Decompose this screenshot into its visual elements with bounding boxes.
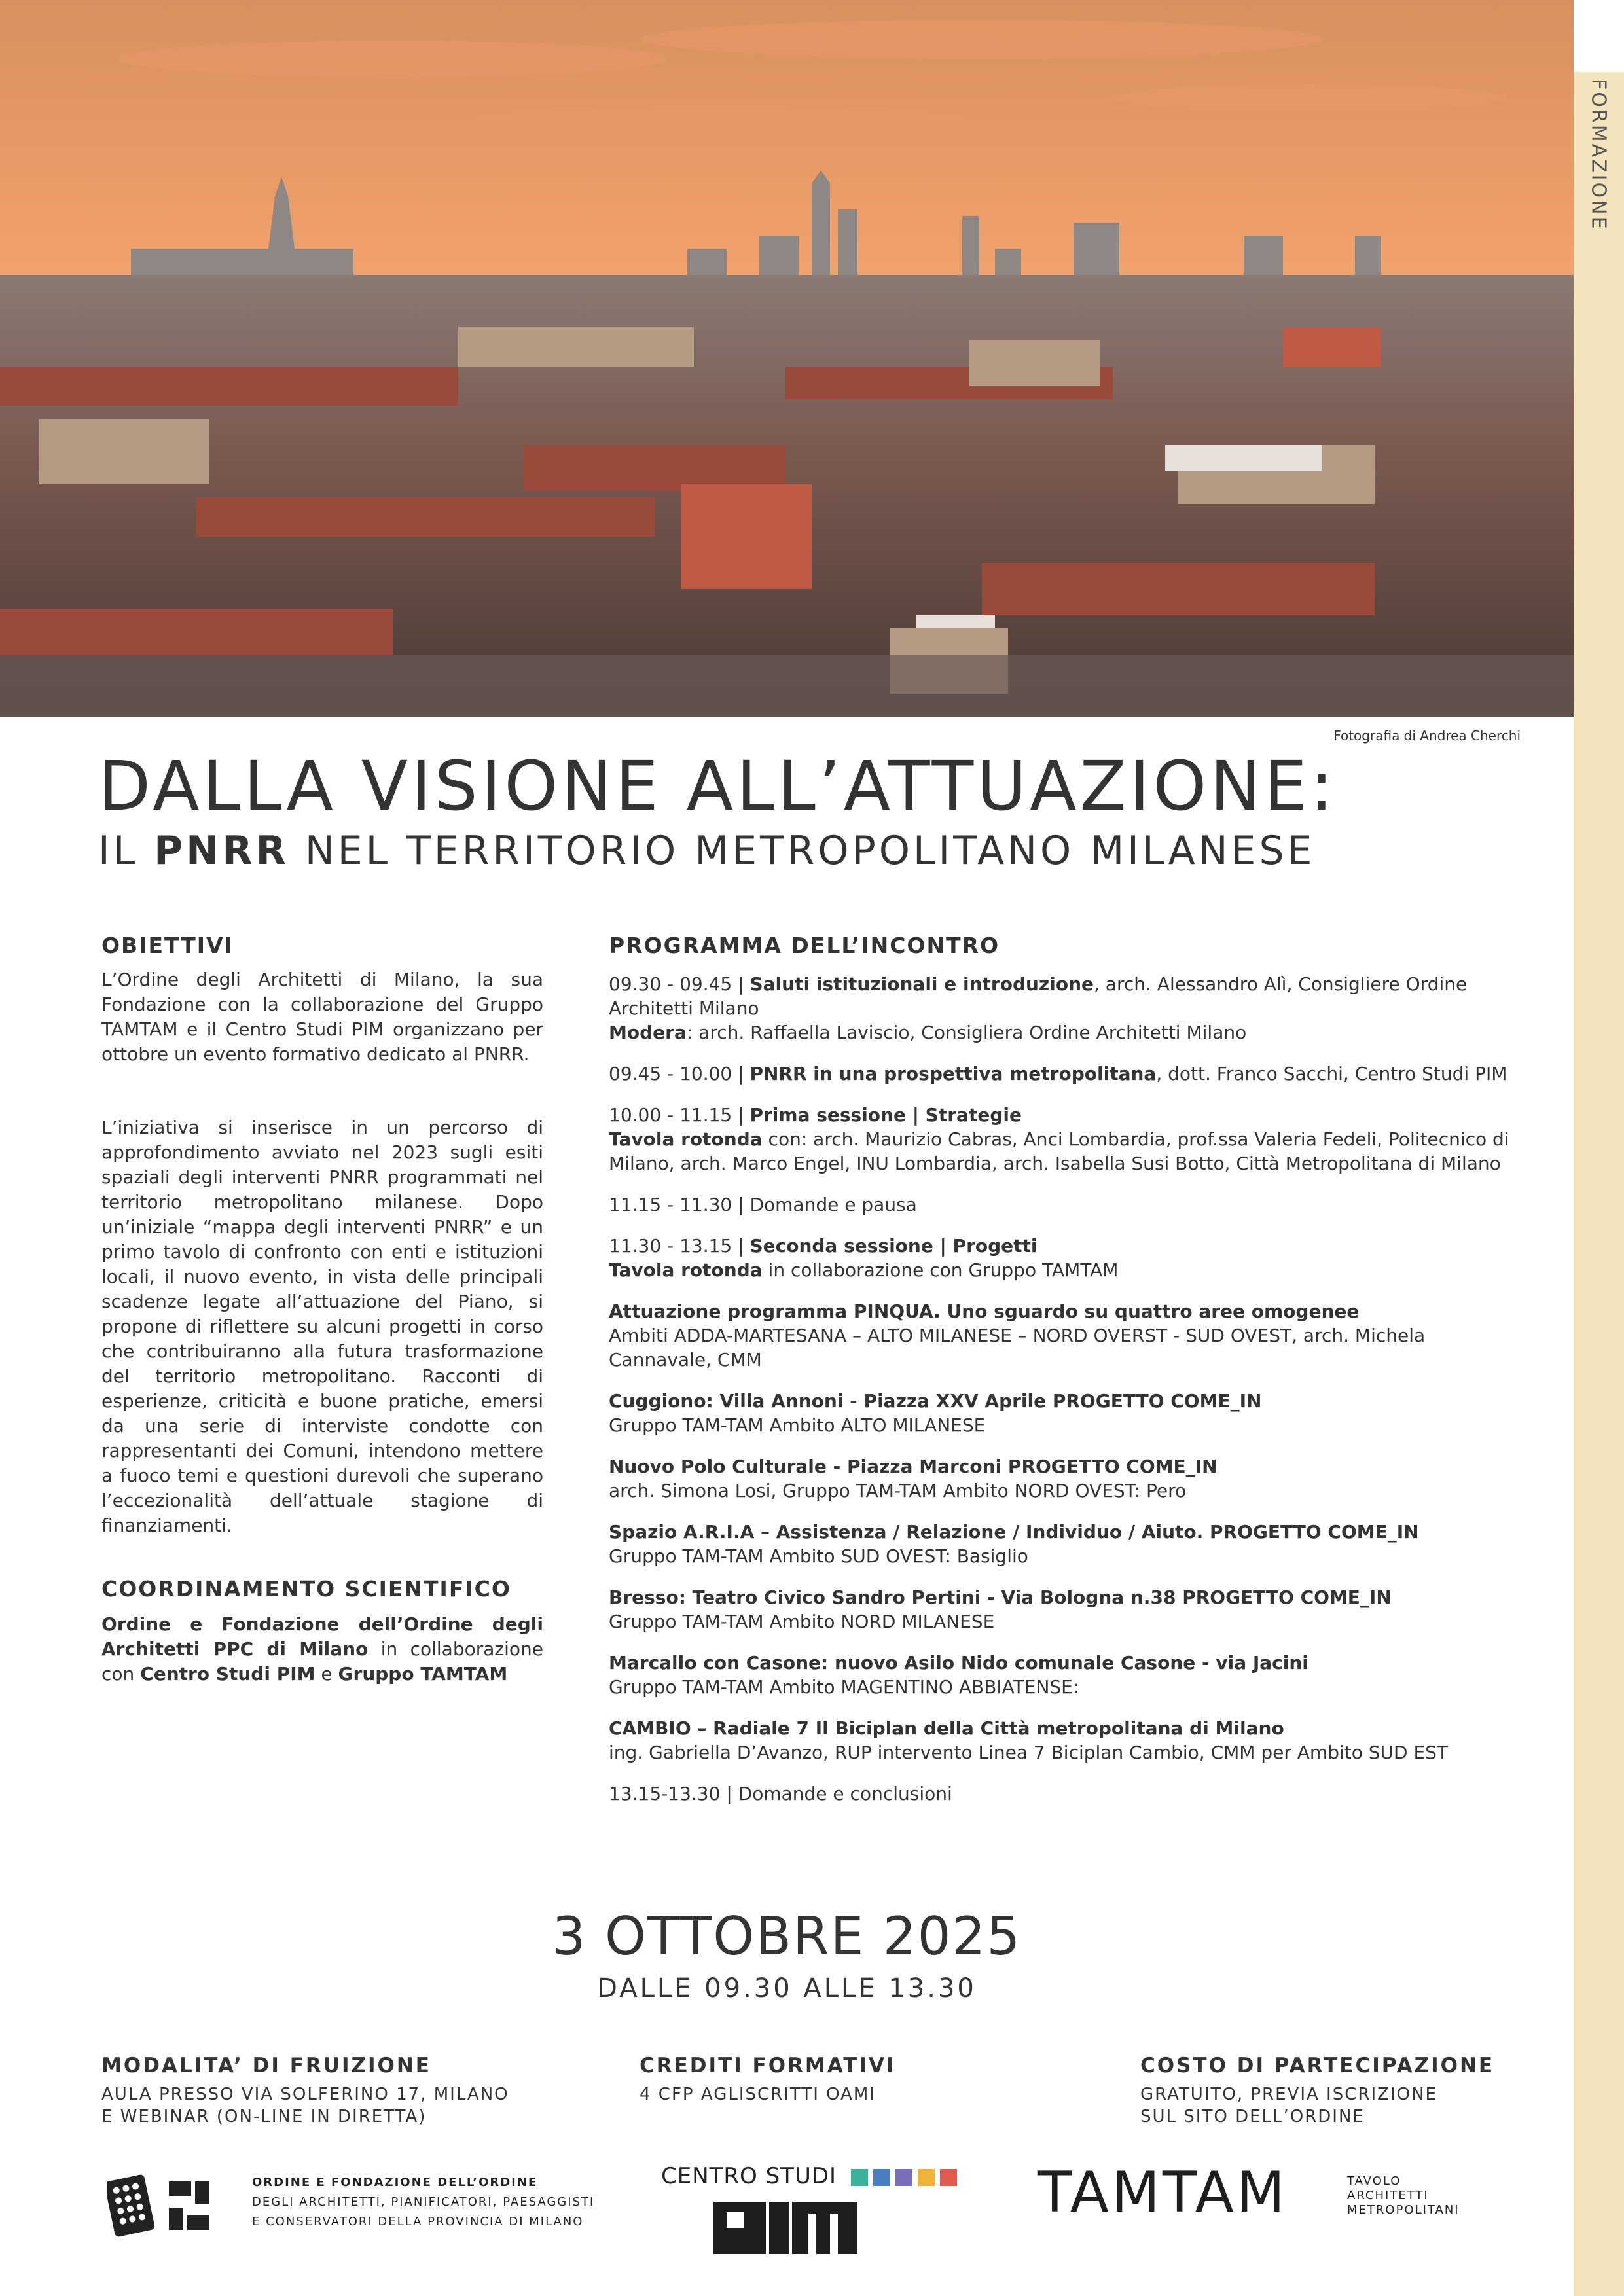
programma-item: Bresso: Teatro Civico Sandro Pertini - Via Bologna n.38 PROGETTO COME_IN Gruppo TAM-TAM Ambito NORD MILANESE — [609, 1587, 1392, 1632]
programma-list — [609, 972, 1512, 1823]
programma-item: 11.30 - 13.15 | Seconda sessione | Progetti Tavola rotonda in collaborazione con Gruppo TAMTAM — [609, 1235, 1119, 1281]
tamtam-logo: TAMTAM — [1038, 2160, 1288, 2225]
title-line-2: IL PNRR NEL TERRITORIO METROPOLITANO MILANESE — [98, 828, 1316, 874]
costo-text: GRATUITO, PREVIA ISCRIZIONE SUL SITO DELL’ORDINE — [1140, 2085, 1437, 2126]
programma-item: 10.00 - 11.15 | Prima sessione | Strategie Tavola rotonda con: arch. Maurizio Cabras, Anci Lombardia, prof.ssa Valeria Fedeli, Politecnico di Milano, arch. Marco Engel, INU Lombardia, arch. Isabella Susi Botto, Città Metropolitana di Milano — [609, 1104, 1509, 1174]
event-time: DALLE 09.30 ALLE 13.30 — [597, 1973, 977, 2003]
pim-color-square — [851, 2169, 868, 2186]
programma-item: Spazio A.R.I.A – Assistenza / Relazione / Individuo / Aiuto. PROGETTO COME_IN Gruppo TAM-TAM Ambito SUD OVEST: Basiglio — [609, 1521, 1419, 1567]
programma-item: 09.30 - 09.45 | Saluti istituzionali e introduzione, arch. Alessandro Alì, Consigliere Ordine Architetti Milano Modera: arch. Raffaella Laviscio, Consigliera Ordine Architetti Milano — [609, 973, 1468, 1043]
obiettivi-paragraph-1: L’Ordine degli Architetti di Milano, la sua Fondazione con la collaborazione del Gruppo TAMTAM e il Centro Studi PIM organizzano per ottobre un evento formativo dedicato al PNRR. — [101, 969, 543, 1065]
title-line-1: DALLA VISIONE ALL’ATTUAZIONE: — [98, 746, 1337, 826]
crediti-heading: CREDITI FORMATIVI — [640, 2054, 896, 2077]
pim-color-square — [895, 2169, 912, 2186]
pim-color-square — [873, 2169, 890, 2186]
modalita-text: AULA PRESSO VIA SOLFERINO 17, MILANO E WEBINAR (ON-LINE IN DIRETTA) — [101, 2085, 509, 2126]
pim-logo-text: CENTRO STUDI — [661, 2163, 837, 2189]
programma-item: 13.15-13.30 | Domande e conclusioni — [609, 1783, 952, 1804]
hero-photo — [0, 0, 1574, 717]
programma-heading: PROGRAMMA DELL’INCONTRO — [609, 933, 1000, 958]
coordinamento-paragraph: Ordine e Fondazione dell’Ordine degli Architetti PPC di Milano in collaborazione con Centro Studi PIM e Gruppo TAMTAM — [101, 1613, 543, 1685]
pim-color-square — [918, 2169, 935, 2186]
obiettivi-paragraph-2: L’iniziativa si inserisce in un percorso di approfondimento avviato nel 2023 sugli esiti spaziali degli interventi PNRR programmati nel territorio metropolitano milanese. Dopo un’iniziale “mappa degli interventi PNRR” e un primo tavolo di confronto con enti e istituzioni locali, il nuovo evento, in vista delle principali scadenze legate all’attuazione del Piano, si propone di riflettere su alcuni progetti in corso che contribuiranno alla futura trasformazione del territorio metropolitano. Racconti di esperienze, criticità e buone pratiche, emersi da una serie di interviste condotte con rappresentanti dei Comuni, intendono mettere a fuoco temi e questioni durevoli che superano l’eccezionalità dell’attuale stagione di finanziamenti. — [101, 1117, 543, 1536]
programma-item: Marcallo con Casone: nuovo Asilo Nido comunale Casone - via Jacini Gruppo TAM-TAM Ambito MAGENTINO ABBIATENSE: — [609, 1652, 1308, 1698]
costo-heading: COSTO DI PARTECIPAZIONE — [1140, 2054, 1495, 2077]
side-label: FORMAZIONE — [1587, 79, 1610, 231]
side-band — [1574, 72, 1624, 2296]
programma-item: 09.45 - 10.00 | PNRR in una prospettiva metropolitana, dott. Franco Sacchi, Centro Studi PIM — [609, 1063, 1507, 1085]
obiettivi-heading: OBIETTIVI — [101, 933, 234, 958]
pim-color-square — [940, 2169, 957, 2186]
crediti-text: 4 CFP AGLISCRITTI OAMI — [640, 2085, 876, 2104]
programma-item: CAMBIO – Radiale 7 Il Biciplan della Città metropolitana di Milano ing. Gabriella D’Avanzo, RUP intervento Linea 7 Biciplan Cambio, CMM per Ambito SUD EST — [609, 1717, 1449, 1763]
programma-item: Attuazione programma PINQUA. Uno sguardo su quattro aree omogenee Ambiti ADDA-MARTESANA – ALTO MILANESE – NORD OVERST - SUD OVEST, arch. Michela Cannavale, CMM — [609, 1300, 1426, 1371]
event-date: 3 OTTOBRE 2025 — [552, 1906, 1022, 1967]
programma-item: 11.15 - 11.30 | Domande e pausa — [609, 1194, 917, 1215]
photo-credit: Fotografia di Andrea Cherchi — [1333, 728, 1521, 744]
programma-item: Nuovo Polo Culturale - Piazza Marconi PROGETTO COME_IN arch. Simona Losi, Gruppo TAM-TAM Ambito NORD OVEST: Pero — [609, 1456, 1218, 1501]
modalita-heading: MODALITA’ DI FRUIZIONE — [101, 2054, 431, 2077]
programma-item: Cuggiono: Villa Annoni - Piazza XXV Aprile PROGETTO COME_IN Gruppo TAM-TAM Ambito ALTO MILANESE — [609, 1390, 1262, 1436]
tamtam-logo-text: TAVOLO ARCHITETTI METROPOLITANI — [1347, 2174, 1460, 2217]
ordine-logo-text: ORDINE E FONDAZIONE DELL’ORDINE DEGLI ARCHITETTI, PIANIFICATORI, PAESAGGISTI E CONSERVATORI DELLA PROVINCIA DI MILANO — [252, 2176, 595, 2229]
coordinamento-heading: COORDINAMENTO SCIENTIFICO — [101, 1576, 511, 1602]
